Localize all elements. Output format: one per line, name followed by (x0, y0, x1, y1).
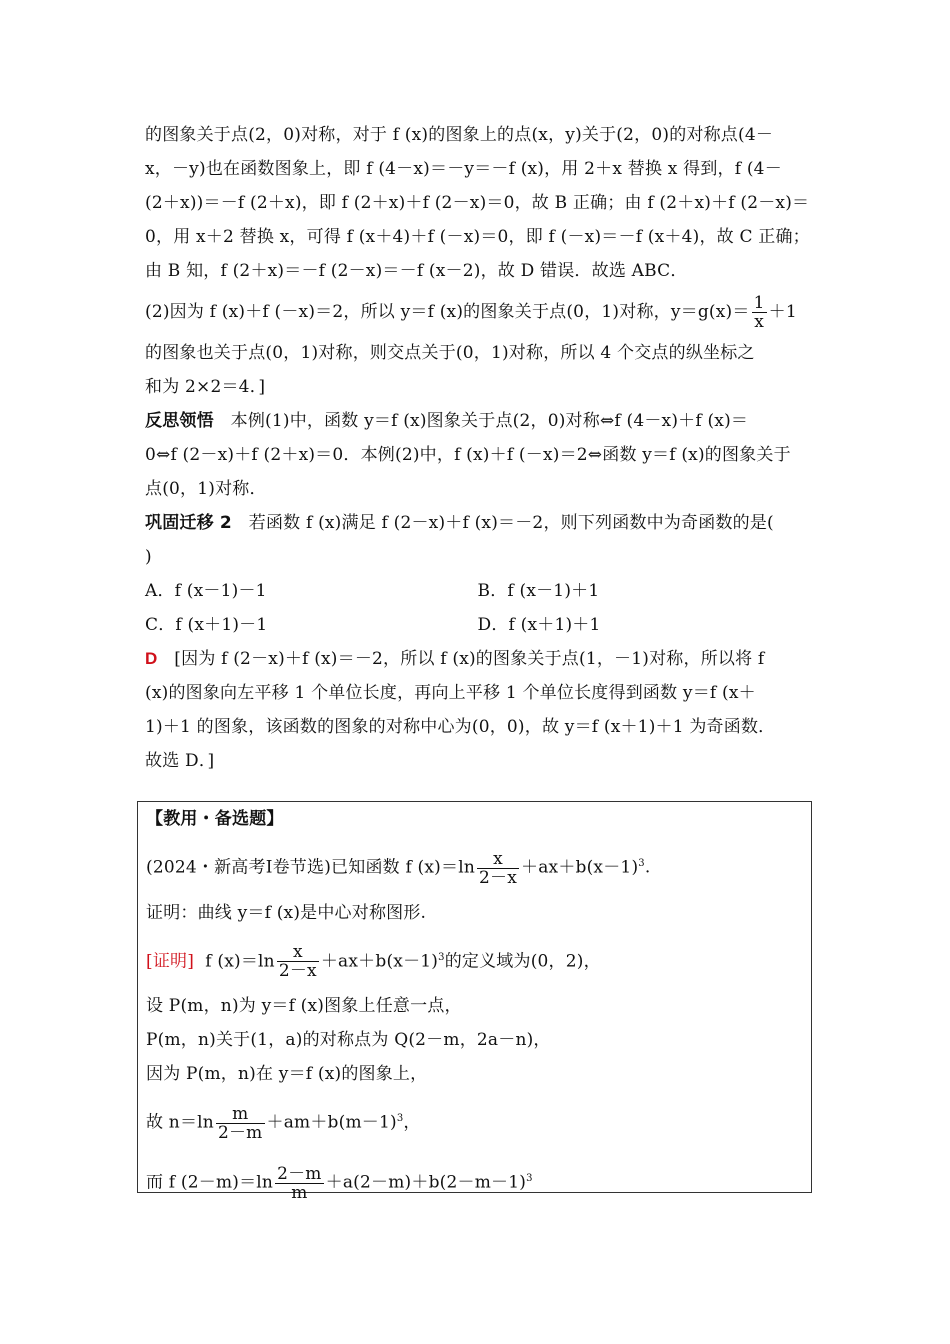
exponent: 3 (438, 951, 445, 963)
fraction (752, 294, 767, 331)
proof-suffix: ＋ax＋b(x－1) (320, 951, 439, 972)
part2-suffix: ＋1 (768, 302, 797, 322)
supplementary-problem-box (137, 801, 812, 1203)
text-line: 由 B 知，f (2＋x)＝－f (2－x)＝－f (x－2)，故 D 错误．故选 ABC． (145, 261, 688, 281)
text-line: 故选 D．] (145, 751, 215, 771)
question-suffix: ＋ax＋b(x－1) (521, 857, 639, 878)
exercise-question: 若函数 f (x)满足 f (2－x)＋f (x)＝－2，则下列函数中为奇函数的是( (248, 513, 774, 533)
answer-letter: D (145, 649, 158, 668)
fraction (477, 850, 519, 887)
text-line: ) (145, 547, 152, 567)
option-a: A．f (x－1)－1 (145, 581, 267, 601)
exercise-line (145, 506, 810, 540)
proof-suffix: ＋a(2－m)＋b(2－m－1) (325, 1172, 527, 1193)
reflection-title: 反思领悟 (145, 411, 214, 431)
fraction-denominator: 2－x (478, 867, 517, 888)
options-row (145, 574, 810, 608)
proof-line-2: 设 P(m，n)为 y＝f (x)图象上任意一点， (146, 996, 462, 1017)
exercise-title: 巩固迁移 2 (145, 513, 232, 533)
box-title: 【教用・备选题】 (146, 809, 284, 829)
fraction (216, 1105, 265, 1142)
text-line: (2＋x))＝－f (2＋x)，即 f (2＋x)＋f (2－x)＝0，故 B 正确；由 f (2＋x)＋f (2－x)＝ (145, 193, 810, 213)
proof-end: ， (403, 1112, 421, 1133)
reflection-line (145, 404, 810, 438)
fraction-numerator: x (277, 943, 319, 962)
proof-suffix: ＋am＋b(m－1) (266, 1112, 397, 1133)
text-line: 点(0，1)对称． (145, 479, 267, 499)
box-question (146, 836, 803, 896)
fraction-denominator: m (291, 1182, 308, 1203)
option-d: D．f (x＋1)＋1 (477, 615, 601, 635)
exponent: 3 (526, 1172, 533, 1184)
text-line: 0，用 x＋2 替换 x，可得 f (x＋4)＋f (－x)＝0，即 f (－x)＝－f (x＋4)，故 C 正确； (145, 227, 810, 247)
proof-prefix: f (x)＝ln (205, 951, 275, 972)
proof-tag: [证明] (146, 951, 195, 972)
solution-text (145, 118, 810, 778)
proof-line-4: 因为 P(m，n)在 y＝f (x)的图象上， (146, 1064, 428, 1085)
question-prefix: (2024・新高考Ⅰ卷节选)已知函数 f (x)＝ln (146, 857, 475, 878)
options-row (145, 608, 810, 642)
fraction (277, 943, 319, 980)
proof-line-3: P(m，n)关于(1，a)的对称点为 Q(2－m，2a－n)， (146, 1030, 551, 1051)
part2-line (145, 288, 810, 336)
fraction-numerator: 2－m (277, 1163, 322, 1184)
text-line: 的图象也关于点(0，1)对称，则交点关于(0，1)对称，所以 4 个交点的纵坐标之 (145, 343, 755, 363)
option-b: B．f (x－1)＋1 (477, 581, 600, 601)
proof-line-5 (146, 1091, 803, 1151)
exponent: 3 (396, 1113, 404, 1125)
fraction-denominator: 2－m (217, 1122, 263, 1143)
proof-prefix: 而 f (2－m)＝ln (146, 1172, 274, 1193)
text-line: 0⇔f (2－x)＋f (2＋x)＝0．本例(2)中，f (x)＋f (－x)＝2⇔函数 y＝f (x)的图象关于 (145, 445, 791, 465)
proof-prefix: 故 n＝ln (146, 1112, 214, 1133)
part2-prefix: (2)因为 f (x)＋f (－x)＝2，所以 y＝f (x)的图象关于点(0，1)对称，y＝g(x)＝ (145, 302, 750, 322)
option-c: C．f (x＋1)－1 (145, 615, 268, 635)
question-end: . (644, 857, 651, 878)
proof-line-6 (146, 1151, 803, 1211)
proof-line-1 (146, 930, 803, 990)
box-prove: 证明：曲线 y＝f (x)是中心对称图形. (146, 902, 427, 923)
text-line: x，－y)也在函数图象上，即 f (4－x)＝－y＝－f (x)，用 2＋x 替换 x 得到，f (4－ (145, 159, 782, 179)
reflection-text: 本例(1)中，函数 y＝f (x)图象关于点(2，0)对称⇔f (4－x)＋f (x)＝ (230, 411, 749, 431)
answer-text: [因为 f (2－x)＋f (x)＝－2，所以 f (x)的图象关于点(1，－1)对称，所以将 f (174, 649, 765, 669)
proof-end: 的定义域为(0，2)， (444, 951, 601, 972)
exponent: 3 (638, 858, 645, 869)
text-line: 和为 2×2＝4．] (145, 377, 266, 397)
answer-line (145, 642, 810, 676)
fraction-numerator: m (216, 1105, 265, 1124)
text-line: 的图象关于点(2，0)对称，对于 f (x)的图象上的点(x，y)关于(2，0)的对称点(4－ (145, 125, 774, 145)
fraction-numerator: x (477, 850, 519, 869)
fraction-denominator: 2－x (278, 961, 317, 982)
fraction-denominator: x (754, 312, 764, 332)
fraction (275, 1165, 324, 1202)
text-line: (x)的图象向左平移 1 个单位长度，再向上平移 1 个单位长度得到函数 y＝f (x＋ (145, 683, 756, 703)
fraction-numerator: 1 (753, 293, 765, 313)
text-line: 1)＋1 的图象，该函数的图象的对称中心为(0，0)，故 y＝f (x＋1)＋1 为奇函数． (145, 717, 776, 737)
